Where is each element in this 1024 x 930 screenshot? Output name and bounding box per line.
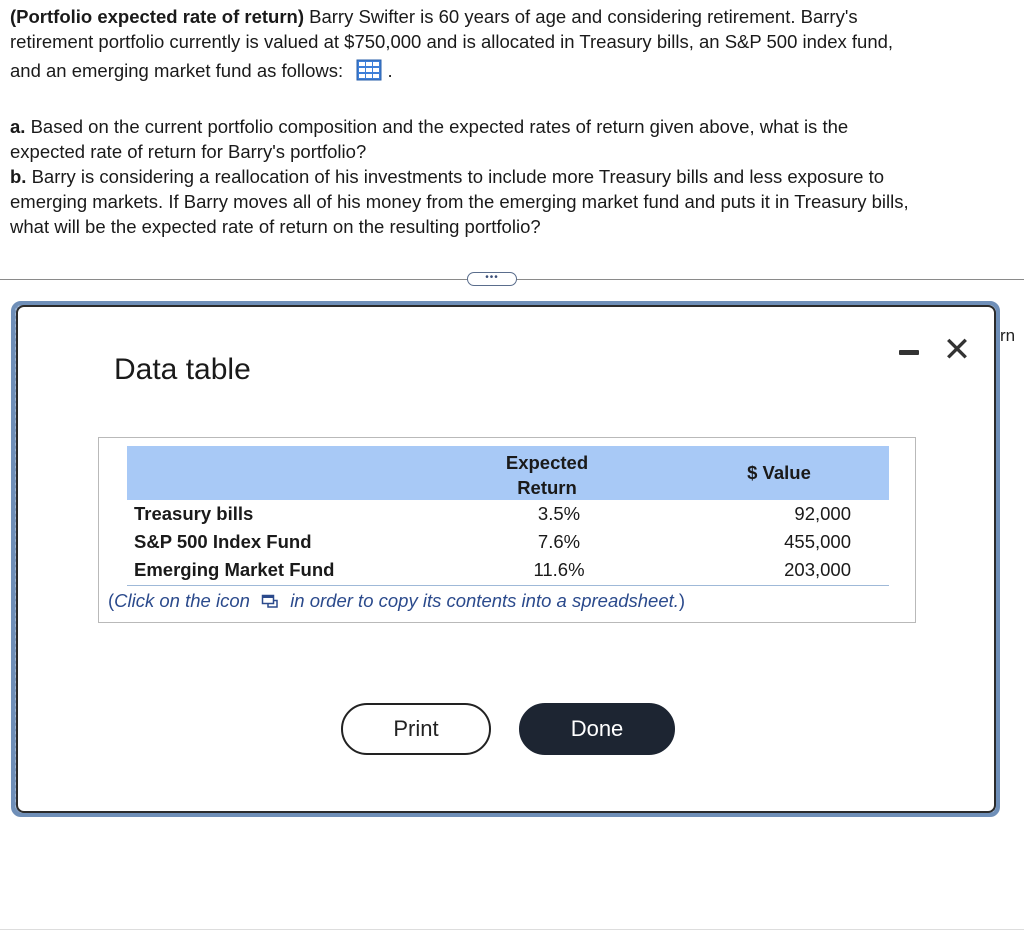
row-name: S&P 500 Index Fund bbox=[134, 531, 312, 552]
problem-statement bbox=[10, 4, 1014, 239]
row-value: 203,000 bbox=[784, 559, 851, 580]
header-expected-return bbox=[467, 450, 627, 500]
question-a-line-1: Based on the current portfolio composition and the expected rates of return given above, what is the bbox=[30, 116, 849, 137]
done-button[interactable]: Done bbox=[519, 703, 675, 755]
problem-intro-line-1: Barry Swifter is 60 years of age and considering retirement. Barry's bbox=[309, 6, 858, 27]
row-name: Treasury bills bbox=[134, 503, 254, 524]
row-return: 7.6% bbox=[537, 531, 581, 552]
header-value: $ Value bbox=[747, 462, 811, 483]
print-button[interactable]: Print bbox=[341, 703, 491, 755]
header-expected-return-line-1: Expected bbox=[505, 452, 589, 473]
background-text-fragment: rn bbox=[1000, 326, 1016, 345]
row-name: Emerging Market Fund bbox=[134, 559, 335, 580]
data-table-dialog bbox=[16, 305, 996, 813]
question-b-line-3: what will be the expected rate of return on the resulting portfolio? bbox=[10, 216, 541, 237]
question-a-label: a. bbox=[10, 116, 26, 137]
problem-title: (Portfolio expected rate of return) bbox=[10, 6, 304, 27]
note-close-paren: ) bbox=[678, 590, 686, 611]
question-b-label: b. bbox=[10, 166, 27, 187]
row-return: 11.6% bbox=[533, 559, 585, 580]
expand-more-button[interactable]: ••• bbox=[467, 272, 517, 286]
close-button[interactable]: ✕ bbox=[942, 331, 972, 369]
problem-intro-line-2: retirement portfolio currently is valued at $750,000 and is allocated in Treasury bills, an S&P 500 index fund, bbox=[10, 31, 894, 52]
row-return: 3.5% bbox=[537, 503, 581, 524]
dialog-title: Data table bbox=[114, 353, 251, 386]
question-a-line-2: expected rate of return for Barry's portfolio? bbox=[10, 141, 367, 162]
row-value: 455,000 bbox=[784, 531, 851, 552]
intro-period: . bbox=[387, 60, 393, 81]
table-row bbox=[134, 528, 894, 556]
table-row bbox=[134, 500, 894, 528]
header-expected-return-line-2: Return bbox=[517, 477, 577, 498]
data-table bbox=[98, 437, 916, 623]
data-table-icon[interactable] bbox=[356, 59, 382, 81]
row-value: 92,000 bbox=[794, 503, 851, 524]
table-header bbox=[127, 446, 889, 500]
note-open-paren: ( bbox=[108, 590, 115, 611]
question-b-line-2: emerging markets. If Barry moves all of his money from the emerging market fund and puts it in Treasury bills, bbox=[10, 191, 909, 212]
question-b-line-1: Barry is considering a reallocation of his investments to include more Treasury bills and less exposure to bbox=[31, 166, 885, 187]
copy-instruction bbox=[108, 588, 685, 613]
copy-to-spreadsheet-icon[interactable] bbox=[261, 590, 279, 606]
minimize-button[interactable] bbox=[899, 347, 919, 356]
note-text-before: Click on the icon bbox=[114, 590, 250, 611]
table-bottom-rule bbox=[127, 585, 889, 586]
table-row bbox=[134, 556, 894, 584]
note-text-after: in order to copy its contents into a spreadsheet. bbox=[290, 590, 679, 611]
problem-intro-line-3: and an emerging market fund as follows: bbox=[10, 60, 344, 81]
